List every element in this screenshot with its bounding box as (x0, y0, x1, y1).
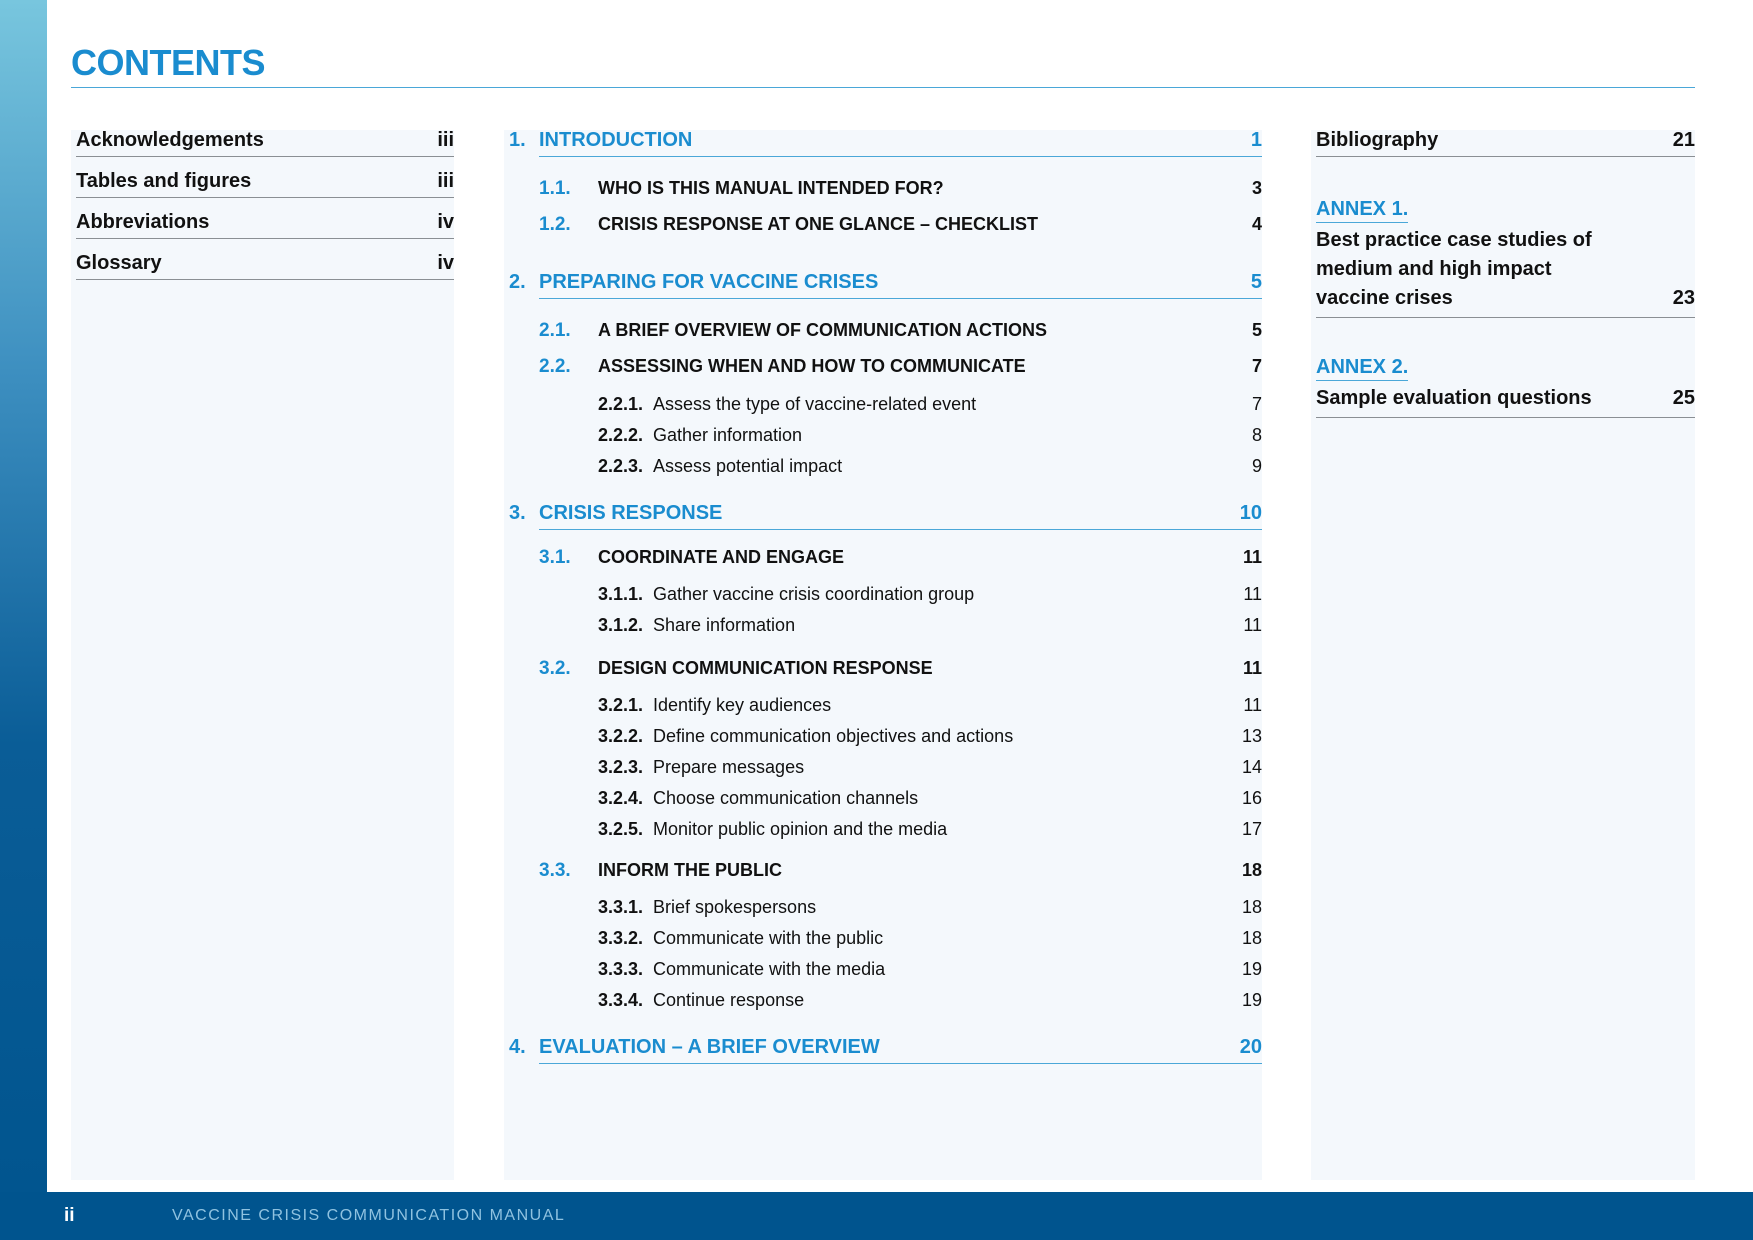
subsection-title: Assess the type of vaccine-related event (653, 394, 977, 414)
subsection-number: 2.2.2. (598, 425, 644, 445)
toc-chapter-4[interactable] (509, 1036, 1262, 1064)
title-divider (71, 87, 1695, 88)
subsection-title: Prepare messages (653, 757, 805, 777)
chapter-page: 20 (1239, 1036, 1262, 1058)
chapter-title: INTRODUCTION (539, 129, 693, 151)
subsection-number: 3.2.3. (598, 757, 644, 777)
section-number: 3.1. (539, 547, 571, 568)
annex-1-title-line: medium and high impact (1316, 258, 1552, 280)
section-title: WHO IS THIS MANUAL INTENDED FOR? (598, 178, 944, 198)
section-page: 18 (1241, 860, 1262, 880)
toc-chapter-2[interactable] (509, 271, 1262, 299)
section-number: 1.2. (539, 214, 571, 235)
annex-1-title-line: vaccine crises (1316, 287, 1453, 309)
section-title: CRISIS RESPONSE AT ONE GLANCE – CHECKLIST (598, 214, 1039, 234)
toc-entry-page: iii (437, 170, 454, 192)
subsection-number: 3.1.2. (598, 615, 644, 635)
subsection-number: 2.2.1. (598, 394, 644, 414)
toc-entry-page: 23 (1672, 287, 1695, 309)
section-page: 11 (1242, 547, 1262, 567)
subsection-title: Choose communication channels (653, 788, 919, 808)
toc-entry-tables-and-figures[interactable] (76, 170, 454, 198)
toc-chapter-1[interactable] (509, 129, 1262, 157)
toc-subsection-3-2-3[interactable] (598, 757, 1262, 778)
subsection-page: 9 (1251, 456, 1262, 476)
section-page: 4 (1251, 214, 1262, 234)
toc-subsection-3-1-1[interactable] (598, 584, 1262, 605)
toc-section-1-2[interactable] (539, 214, 1262, 236)
toc-column-front-matter (71, 130, 454, 1180)
subsection-number: 3.2.4. (598, 788, 644, 808)
subsection-number: 3.3.1. (598, 897, 644, 917)
subsection-title: Communicate with the media (653, 959, 886, 979)
chapter-number: 3. (509, 502, 526, 524)
subsection-title: Brief spokespersons (653, 897, 817, 917)
subsection-number: 3.3.3. (598, 959, 644, 979)
annex-1-title-line: Best practice case studies of (1316, 229, 1592, 251)
subsection-page: 8 (1251, 425, 1262, 445)
chapter-number: 4. (509, 1036, 526, 1058)
footer-document-title: VACCINE CRISIS COMMUNICATION MANUAL (172, 1207, 566, 1224)
chapter-title: CRISIS RESPONSE (539, 502, 723, 524)
subsection-number: 3.1.1. (598, 584, 644, 604)
toc-subsection-3-2-5[interactable] (598, 819, 1262, 840)
page-title: CONTENTS (71, 42, 265, 83)
toc-subsection-2-2-3[interactable] (598, 456, 1262, 477)
page-footer (0, 1192, 1753, 1240)
toc-entry-page: iv (437, 211, 454, 233)
chapter-page: 10 (1239, 502, 1262, 524)
section-title: ASSESSING WHEN AND HOW TO COMMUNICATE (598, 356, 1026, 376)
section-title: COORDINATE AND ENGAGE (598, 547, 845, 567)
annex-2-title-line: Sample evaluation questions (1316, 387, 1592, 409)
toc-entry-label: Glossary (76, 252, 162, 274)
subsection-page: 16 (1241, 788, 1262, 808)
chapter-page: 1 (1250, 129, 1262, 151)
toc-subsection-2-2-2[interactable] (598, 425, 1262, 446)
subsection-page: 11 (1243, 584, 1262, 604)
toc-entry-annex-1[interactable] (1316, 226, 1695, 318)
toc-entry-label: Acknowledgements (76, 129, 264, 151)
toc-entry-glossary[interactable] (76, 252, 454, 280)
footer-page-number: ii (64, 1205, 75, 1226)
toc-entry-page: iv (437, 252, 454, 274)
section-number: 1.1. (539, 178, 571, 199)
section-number: 2.2. (539, 356, 571, 377)
chapter-title: EVALUATION – A BRIEF OVERVIEW (539, 1036, 880, 1058)
toc-section-2-1[interactable] (539, 320, 1262, 342)
subsection-title: Define communication objectives and actions (653, 726, 1014, 746)
toc-subsection-3-2-1[interactable] (598, 695, 1262, 716)
subsection-title: Continue response (653, 990, 805, 1010)
subsection-title: Identify key audiences (653, 695, 832, 715)
toc-entry-annex-2[interactable] (1316, 384, 1695, 418)
toc-section-3-2[interactable] (539, 658, 1262, 680)
annex-1-label: ANNEX 1. (1316, 198, 1408, 223)
toc-section-1-1[interactable] (539, 178, 1262, 200)
chapter-number: 2. (509, 271, 526, 293)
section-page: 3 (1251, 178, 1262, 198)
subsection-title: Monitor public opinion and the media (653, 819, 948, 839)
subsection-number: 3.3.4. (598, 990, 644, 1010)
toc-entry-label: Abbreviations (76, 211, 210, 233)
toc-section-3-3[interactable] (539, 860, 1262, 882)
toc-entry-label: Tables and figures (76, 170, 252, 192)
section-title: INFORM THE PUBLIC (598, 860, 782, 880)
subsection-page: 11 (1243, 615, 1262, 635)
toc-subsection-3-3-1[interactable] (598, 897, 1262, 918)
toc-subsection-3-1-2[interactable] (598, 615, 1262, 636)
subsection-title: Gather vaccine crisis coordination group (653, 584, 975, 604)
toc-chapter-3[interactable] (509, 502, 1262, 530)
subsection-page: 7 (1251, 394, 1262, 414)
annex-2-label: ANNEX 2. (1316, 356, 1408, 381)
section-number: 2.1. (539, 320, 571, 341)
subsection-page: 18 (1241, 897, 1262, 917)
subsection-page: 14 (1241, 757, 1262, 777)
toc-subsection-3-3-3[interactable] (598, 959, 1262, 980)
section-title: A BRIEF OVERVIEW OF COMMUNICATION ACTIONS (598, 320, 1047, 340)
toc-subsection-3-2-4[interactable] (598, 788, 1262, 809)
subsection-number: 3.2.1. (598, 695, 644, 715)
section-number: 3.2. (539, 658, 571, 679)
toc-subsection-3-3-2[interactable] (598, 928, 1262, 949)
toc-subsection-3-2-2[interactable] (598, 726, 1262, 747)
subsection-title: Communicate with the public (653, 928, 884, 948)
subsection-number: 2.2.3. (598, 456, 644, 476)
subsection-page: 13 (1241, 726, 1262, 746)
subsection-number: 3.2.5. (598, 819, 644, 839)
subsection-title: Share information (653, 615, 796, 635)
subsection-page: 11 (1243, 695, 1262, 715)
toc-section-3-1[interactable] (539, 547, 1262, 569)
toc-section-2-2[interactable] (539, 356, 1262, 378)
subsection-page: 19 (1241, 959, 1262, 979)
chapter-page: 5 (1250, 271, 1262, 293)
toc-entry-acknowledgements[interactable] (76, 129, 454, 157)
subsection-page: 18 (1241, 928, 1262, 948)
toc-entry-page: 21 (1672, 129, 1695, 151)
chapter-number: 1. (509, 129, 526, 151)
toc-entry-page: iii (437, 129, 454, 151)
subsection-page: 17 (1241, 819, 1262, 839)
toc-entry-page: 25 (1672, 387, 1695, 409)
chapter-title: PREPARING FOR VACCINE CRISES (539, 271, 879, 293)
toc-entry-label: Bibliography (1316, 129, 1439, 151)
subsection-page: 19 (1241, 990, 1262, 1010)
section-page: 5 (1251, 320, 1262, 340)
subsection-title: Gather information (653, 425, 803, 445)
toc-subsection-3-3-4[interactable] (598, 990, 1262, 1011)
section-title: DESIGN COMMUNICATION RESPONSE (598, 658, 933, 678)
section-page: 7 (1251, 356, 1262, 376)
subsection-number: 3.3.2. (598, 928, 644, 948)
side-gradient-bar (0, 0, 47, 1240)
section-number: 3.3. (539, 860, 571, 881)
toc-entry-bibliography[interactable] (1316, 129, 1695, 157)
toc-entry-abbreviations[interactable] (76, 211, 454, 239)
toc-subsection-2-2-1[interactable] (598, 394, 1262, 415)
subsection-title: Assess potential impact (653, 456, 843, 476)
subsection-number: 3.2.2. (598, 726, 644, 746)
section-page: 11 (1242, 658, 1262, 678)
